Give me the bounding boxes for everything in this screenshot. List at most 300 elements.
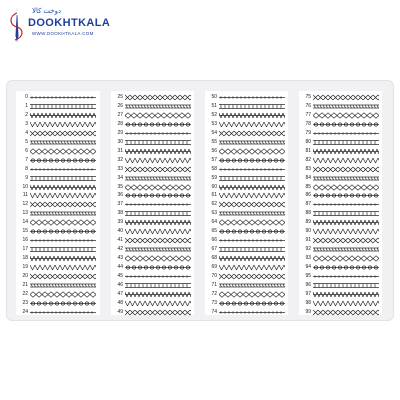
stitch-row [299, 218, 382, 227]
stitch-number: 63 [211, 210, 217, 217]
stitch-row [205, 299, 288, 308]
stitch-row [205, 138, 288, 147]
stitch-number: 72 [211, 290, 217, 297]
stitch-column-2 [111, 91, 194, 315]
stitch-number: 34 [117, 174, 123, 181]
stitch-pattern [125, 228, 191, 235]
stitch-row [111, 254, 194, 263]
stitch-number: 48 [117, 299, 123, 306]
stitch-pattern [30, 192, 96, 199]
stitch-pattern [30, 228, 96, 235]
stitch-row [16, 191, 100, 200]
stitch-row [16, 263, 100, 272]
stitch-number: 17 [22, 246, 28, 253]
stitch-pattern [313, 210, 379, 217]
stitch-row [299, 138, 382, 147]
stitch-row [299, 147, 382, 156]
stitch-number: 10 [22, 183, 28, 190]
stitch-number: 14 [22, 219, 28, 226]
stitch-pattern [125, 255, 191, 262]
stitch-pattern [219, 148, 285, 155]
stitch-pattern [125, 273, 191, 280]
stitch-row [111, 200, 194, 209]
stitch-pattern [30, 264, 96, 271]
stitch-row [205, 165, 288, 174]
stitch-number: 87 [305, 201, 311, 208]
stitch-number: 42 [117, 246, 123, 253]
stitch-number: 92 [305, 246, 311, 253]
stitch-row [299, 281, 382, 290]
stitch-pattern [30, 94, 96, 101]
stitch-row [16, 120, 100, 129]
stitch-pattern [30, 291, 96, 298]
stitch-number: 76 [305, 102, 311, 109]
stitch-pattern [219, 121, 285, 128]
stitch-row [16, 183, 100, 192]
stitch-pattern [125, 282, 191, 289]
stitch-number: 16 [22, 237, 28, 244]
stitch-row [111, 245, 194, 254]
stitch-row [299, 183, 382, 192]
stitch-row [111, 299, 194, 308]
stitch-pattern [125, 139, 191, 146]
stitch-number: 55 [211, 138, 217, 145]
dookhtkala-logo [6, 6, 116, 46]
stitch-row [16, 227, 100, 236]
stitch-row [299, 129, 382, 138]
stitch-number: 27 [117, 111, 123, 118]
stitch-row [16, 272, 100, 281]
stitch-pattern [125, 192, 191, 199]
stitch-row [299, 272, 382, 281]
stitch-pattern [30, 201, 96, 208]
stitch-pattern [125, 166, 191, 173]
stitch-row [299, 174, 382, 183]
stitch-row [111, 102, 194, 111]
stitch-number: 69 [211, 264, 217, 271]
stitch-row [205, 93, 288, 102]
stitch-number: 4 [25, 129, 28, 136]
stitch-row [111, 218, 194, 227]
stitch-pattern [30, 210, 96, 217]
stitch-row [111, 227, 194, 236]
stitch-row [299, 93, 382, 102]
stitch-pattern [30, 219, 96, 226]
stitch-number: 82 [305, 156, 311, 163]
stitch-number: 61 [211, 192, 217, 199]
stitch-number: 21 [22, 281, 28, 288]
stitch-pattern [313, 175, 379, 182]
stitch-pattern [219, 264, 285, 271]
stitch-row [299, 299, 382, 308]
stitch-number: 56 [211, 147, 217, 154]
stitch-pattern [219, 255, 285, 262]
stitch-number: 18 [22, 255, 28, 262]
stitch-row [205, 183, 288, 192]
stitch-number: 25 [117, 94, 123, 100]
stitch-pattern [219, 291, 285, 298]
stitch-pattern [219, 309, 285, 316]
stitch-column-3 [205, 91, 288, 315]
stitch-pattern [30, 246, 96, 253]
stitch-row [16, 299, 100, 308]
stitch-pattern [219, 228, 285, 235]
stitch-number: 57 [211, 156, 217, 163]
stitch-number: 74 [211, 308, 217, 315]
stitch-number: 1 [25, 102, 28, 109]
stitch-row [299, 191, 382, 200]
stitch-row [205, 245, 288, 254]
logo-brand-name: DOOKHTKALA [28, 17, 111, 29]
stitch-row [111, 209, 194, 218]
stitch-pattern [30, 175, 96, 182]
stitch-pattern [313, 94, 379, 101]
stitch-pattern [313, 291, 379, 298]
stitch-number: 98 [305, 299, 311, 306]
stitch-number: 7 [25, 156, 28, 163]
stitch-number: 50 [211, 94, 217, 100]
stitch-pattern [313, 112, 379, 119]
stitch-number: 60 [211, 183, 217, 190]
stitch-number: 54 [211, 129, 217, 136]
stitch-number: 47 [117, 290, 123, 297]
stitch-number: 91 [305, 237, 311, 244]
stitch-number: 96 [305, 281, 311, 288]
stitch-row [16, 308, 100, 317]
stitch-number: 71 [211, 281, 217, 288]
stitch-number: 39 [117, 219, 123, 226]
stitch-row [299, 165, 382, 174]
stitch-pattern [30, 300, 96, 307]
stitch-row [205, 129, 288, 138]
stitch-number: 90 [305, 228, 311, 235]
stitch-pattern [219, 157, 285, 164]
stitch-pattern [219, 237, 285, 244]
stitch-number: 26 [117, 102, 123, 109]
stitch-number: 70 [211, 273, 217, 279]
stitch-number: 30 [117, 138, 123, 145]
needle-thread-icon [6, 6, 28, 44]
stitch-row [205, 281, 288, 290]
stitch-row [299, 227, 382, 236]
stitch-number: 38 [117, 210, 123, 217]
stitch-number: 99 [305, 308, 311, 315]
stitch-number: 20 [22, 273, 28, 279]
stitch-pattern [30, 130, 96, 137]
stitch-row [111, 111, 194, 120]
logo-url: WWW.DOOKHTKALA.COM [32, 31, 94, 36]
stitch-row [205, 200, 288, 209]
stitch-pattern [125, 300, 191, 307]
stitch-column-1 [16, 91, 100, 315]
stitch-row [205, 156, 288, 165]
stitch-pattern [30, 166, 96, 173]
stitch-number: 68 [211, 255, 217, 262]
stitch-pattern [30, 139, 96, 146]
stitch-pattern [313, 139, 379, 146]
stitch-row [111, 138, 194, 147]
stitch-number: 80 [305, 138, 311, 145]
stitch-number: 28 [117, 120, 123, 127]
stitch-number: 15 [22, 228, 28, 235]
stitch-row [16, 111, 100, 120]
stitch-pattern [313, 246, 379, 253]
stitch-pattern [219, 166, 285, 173]
stitch-number: 59 [211, 174, 217, 181]
stitch-pattern [125, 201, 191, 208]
stitch-number: 73 [211, 299, 217, 306]
stitch-number: 89 [305, 219, 311, 226]
stitch-chart-sheet [6, 80, 394, 321]
stitch-pattern [313, 228, 379, 235]
stitch-row [205, 147, 288, 156]
stitch-number: 75 [305, 94, 311, 100]
stitch-row [111, 120, 194, 129]
stitch-pattern [313, 157, 379, 164]
stitch-number: 44 [117, 264, 123, 271]
stitch-pattern [30, 148, 96, 155]
stitch-number: 93 [305, 255, 311, 262]
stitch-number: 46 [117, 281, 123, 288]
stitch-row [299, 245, 382, 254]
stitch-row [111, 236, 194, 245]
stitch-row [111, 129, 194, 138]
stitch-row [16, 138, 100, 147]
stitch-pattern [219, 130, 285, 137]
stitch-row [299, 290, 382, 299]
stitch-row [16, 165, 100, 174]
stitch-pattern [219, 300, 285, 307]
stitch-number: 5 [25, 138, 28, 145]
stitch-pattern [125, 157, 191, 164]
stitch-pattern [313, 309, 379, 316]
stitch-pattern [125, 237, 191, 244]
stitch-number: 29 [117, 129, 123, 136]
stitch-row [299, 111, 382, 120]
stitch-number: 2 [25, 111, 28, 118]
stitch-row [16, 174, 100, 183]
stitch-number: 33 [117, 165, 123, 172]
stitch-pattern [313, 192, 379, 199]
stitch-row [16, 245, 100, 254]
stitch-pattern [125, 148, 191, 155]
stitch-pattern [30, 255, 96, 262]
stitch-number: 32 [117, 156, 123, 163]
stitch-number: 49 [117, 308, 123, 315]
stitch-row [205, 209, 288, 218]
stitch-row [205, 290, 288, 299]
stitch-row [16, 236, 100, 245]
stitch-pattern [30, 112, 96, 119]
stitch-row [111, 147, 194, 156]
stitch-pattern [30, 273, 96, 280]
stitch-number: 0 [25, 94, 28, 100]
stitch-pattern [313, 166, 379, 173]
stitch-pattern [125, 309, 191, 316]
stitch-row [111, 165, 194, 174]
stitch-row [299, 209, 382, 218]
stitch-number: 45 [117, 273, 123, 279]
stitch-pattern [219, 246, 285, 253]
stitch-number: 78 [305, 120, 311, 127]
stitch-row [16, 200, 100, 209]
stitch-number: 86 [305, 192, 311, 199]
stitch-number: 53 [211, 120, 217, 127]
stitch-row [16, 290, 100, 299]
stitch-number: 51 [211, 102, 217, 109]
logo-persian-name: دوخت کالا [32, 8, 62, 15]
stitch-row [205, 272, 288, 281]
stitch-row [205, 191, 288, 200]
stitch-row [16, 93, 100, 102]
stitch-pattern [125, 184, 191, 191]
stitch-row [205, 120, 288, 129]
stitch-row [205, 174, 288, 183]
stitch-row [299, 102, 382, 111]
stitch-number: 95 [305, 273, 311, 279]
stitch-pattern [313, 282, 379, 289]
stitch-pattern [125, 112, 191, 119]
stitch-row [111, 191, 194, 200]
stitch-number: 85 [305, 183, 311, 190]
stitch-number: 13 [22, 210, 28, 217]
stitch-row [16, 147, 100, 156]
stitch-pattern [125, 210, 191, 217]
stitch-pattern [313, 255, 379, 262]
stitch-row [16, 218, 100, 227]
stitch-row [111, 93, 194, 102]
stitch-row [16, 281, 100, 290]
stitch-pattern [30, 237, 96, 244]
stitch-row [205, 102, 288, 111]
stitch-pattern [313, 273, 379, 280]
stitch-row [299, 120, 382, 129]
stitch-row [299, 263, 382, 272]
stitch-pattern [219, 273, 285, 280]
stitch-pattern [313, 219, 379, 226]
stitch-pattern [30, 184, 96, 191]
stitch-pattern [30, 157, 96, 164]
stitch-number: 23 [22, 299, 28, 306]
stitch-row [299, 308, 382, 317]
stitch-row [299, 156, 382, 165]
stitch-row [111, 281, 194, 290]
stitch-row [111, 183, 194, 192]
stitch-number: 66 [211, 237, 217, 244]
stitch-row [16, 156, 100, 165]
stitch-pattern [313, 103, 379, 110]
stitch-pattern [313, 148, 379, 155]
stitch-pattern [125, 103, 191, 110]
stitch-row [16, 254, 100, 263]
stitch-pattern [30, 309, 96, 316]
stitch-number: 94 [305, 264, 311, 271]
stitch-row [111, 263, 194, 272]
stitch-row [16, 209, 100, 218]
stitch-row [205, 111, 288, 120]
stitch-pattern [30, 282, 96, 289]
stitch-number: 19 [22, 264, 28, 271]
stitch-pattern [125, 246, 191, 253]
stitch-number: 40 [117, 228, 123, 235]
stitch-pattern [125, 121, 191, 128]
stitch-pattern [219, 201, 285, 208]
stitch-row [205, 263, 288, 272]
stitch-number: 81 [305, 147, 311, 154]
stitch-pattern [125, 291, 191, 298]
stitch-pattern [313, 237, 379, 244]
stitch-number: 41 [117, 237, 123, 244]
stitch-number: 64 [211, 219, 217, 226]
stitch-pattern [219, 219, 285, 226]
stitch-pattern [313, 300, 379, 307]
stitch-number: 62 [211, 201, 217, 208]
stitch-number: 88 [305, 210, 311, 217]
stitch-number: 11 [22, 192, 28, 199]
stitch-number: 22 [22, 290, 28, 297]
stitch-pattern [125, 175, 191, 182]
stitch-row [299, 200, 382, 209]
stitch-number: 43 [117, 255, 123, 262]
stitch-row [16, 129, 100, 138]
stitch-pattern [313, 130, 379, 137]
stitch-number: 31 [117, 147, 123, 154]
stitch-pattern [313, 121, 379, 128]
stitch-number: 84 [305, 174, 311, 181]
stitch-row [111, 272, 194, 281]
stitch-column-4 [299, 91, 382, 315]
stitch-number: 8 [25, 165, 28, 172]
stitch-row [111, 174, 194, 183]
stitch-pattern [219, 112, 285, 119]
stitch-pattern [313, 264, 379, 271]
stitch-number: 37 [117, 201, 123, 208]
stitch-row [205, 218, 288, 227]
stitch-number: 79 [305, 129, 311, 136]
stitch-row [16, 102, 100, 111]
stitch-row [205, 308, 288, 317]
stitch-number: 35 [117, 183, 123, 190]
stitch-number: 6 [25, 147, 28, 154]
stitch-pattern [125, 264, 191, 271]
stitch-row [299, 254, 382, 263]
stitch-pattern [219, 94, 285, 101]
stitch-pattern [125, 219, 191, 226]
stitch-pattern [313, 184, 379, 191]
stitch-pattern [219, 175, 285, 182]
stitch-number: 58 [211, 165, 217, 172]
stitch-pattern [219, 192, 285, 199]
stitch-pattern [125, 130, 191, 137]
stitch-pattern [30, 121, 96, 128]
stitch-pattern [219, 210, 285, 217]
stitch-number: 67 [211, 246, 217, 253]
stitch-number: 3 [25, 120, 28, 127]
stitch-number: 24 [22, 308, 28, 315]
stitch-pattern [219, 282, 285, 289]
stitch-row [205, 227, 288, 236]
stitch-pattern [30, 103, 96, 110]
stitch-number: 77 [305, 111, 311, 118]
stitch-pattern [219, 184, 285, 191]
stitch-row [111, 308, 194, 317]
stitch-pattern [219, 103, 285, 110]
stitch-row [111, 290, 194, 299]
stitch-row [205, 254, 288, 263]
stitch-row [299, 236, 382, 245]
stitch-pattern [125, 94, 191, 101]
stitch-row [111, 156, 194, 165]
